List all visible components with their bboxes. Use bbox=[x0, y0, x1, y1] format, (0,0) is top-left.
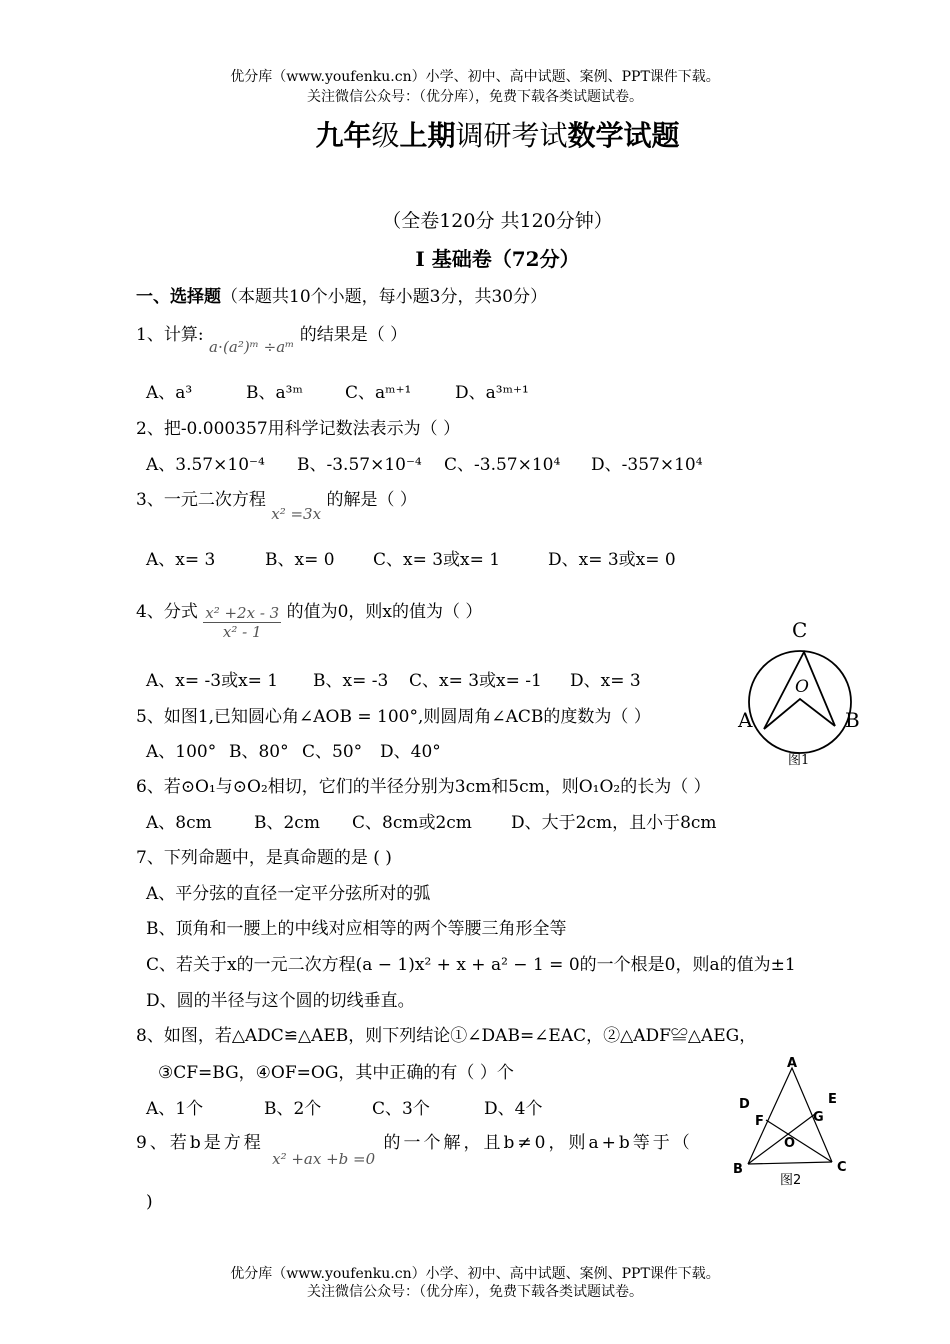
section-heading: Ⅰ 基础卷（72分） bbox=[415, 247, 580, 271]
question-8: 8、如图，若△ADC≌△AEB，则下列结论①∠DAB=∠EAC，②△ADF≌△AEG， bbox=[136, 1026, 757, 1046]
page-title bbox=[0, 114, 950, 154]
question-6: 6、若⊙O₁与⊙O₂相切，它们的半径分别为3cm和5cm，则O₁O₂的长为（ ） bbox=[136, 777, 711, 797]
footer-line-2: 关注微信公众号：（优分库），免费下载各类试题试卷。 bbox=[307, 1284, 643, 1300]
question-2: 2、把-0.000357用科学记数法表示为（ ） bbox=[136, 419, 461, 439]
q6-option-d: D、大于2cm，且小于8cm bbox=[511, 813, 717, 833]
q5-option-c: C、50° bbox=[302, 742, 363, 762]
figure-2 bbox=[730, 1060, 860, 1170]
fig1-label-b: B bbox=[845, 708, 860, 732]
exam-info: （全卷120分 共120分钟） bbox=[382, 210, 613, 232]
q4-option-b: B、x= -3 bbox=[313, 671, 389, 691]
q4-fraction bbox=[203, 604, 281, 641]
q4-option-c: C、x= 3或x= -1 bbox=[409, 671, 542, 691]
question-3 bbox=[136, 485, 417, 523]
header-line-2: 关注微信公众号：（优分库），免费下载各类试题试卷。 bbox=[307, 89, 643, 105]
q4-numerator: x² +2x - 3 bbox=[205, 604, 280, 622]
base-bc bbox=[748, 1162, 832, 1164]
q4-denominator: x² - 1 bbox=[222, 623, 262, 641]
q3-option-d: D、x= 3或x= 0 bbox=[548, 550, 676, 570]
fig1-label-a: A bbox=[738, 708, 753, 732]
q8-option-b: B、2个 bbox=[264, 1099, 322, 1119]
q7-option-c: C、若关于x的一元二次方程(a − 1)x² + x + a² − 1 = 0的一个根是0，则a的值为±1 bbox=[146, 955, 796, 975]
q9-close: ) bbox=[146, 1192, 153, 1212]
q1-option-a: A、a³ bbox=[146, 383, 193, 403]
q4-tail: 的值为0，则x的值为（ ） bbox=[286, 602, 483, 622]
q8-option-c: C、3个 bbox=[372, 1099, 430, 1119]
q2-option-c: C、-3.57×10⁴ bbox=[444, 455, 561, 475]
title-part: 级 bbox=[371, 119, 400, 152]
q2-option-b: B、-3.57×10⁻⁴ bbox=[297, 455, 422, 475]
title-part: 数学试题 bbox=[567, 119, 680, 152]
fig2-caption: 图2 bbox=[780, 1173, 802, 1188]
footer-line-1: 优分库（www.youfenku.cn）小学、初中、高中试题、案例、PPT课件下载。 bbox=[230, 1266, 720, 1282]
fig2-label-b: B bbox=[733, 1162, 743, 1177]
fig2-label-a: A bbox=[787, 1056, 798, 1071]
q7-option-b: B、顶角和一腰上的中线对应相等的两个等腰三角形全等 bbox=[146, 919, 567, 939]
q8-option-d: D、4个 bbox=[484, 1099, 543, 1119]
question-7: 7、下列命题中，是真命题的是 ( ) bbox=[136, 848, 392, 868]
q9-formula: x² +ax +b =0 bbox=[272, 1150, 376, 1168]
q1-option-b: B、a³ᵐ bbox=[246, 383, 303, 403]
q7-option-d: D、圆的半径与这个圆的切线垂直。 bbox=[146, 991, 415, 1011]
q2-option-a: A、3.57×10⁻⁴ bbox=[146, 455, 265, 475]
q1-stem: 1、计算: bbox=[136, 325, 204, 345]
q3-option-b: B、x= 0 bbox=[265, 550, 335, 570]
q2-option-d: D、-357×10⁴ bbox=[591, 455, 703, 475]
q8-option-a: A、1个 bbox=[146, 1099, 204, 1119]
fig2-label-g: G bbox=[813, 1110, 824, 1125]
fig1-caption: 图1 bbox=[788, 753, 810, 768]
fig1-label-c: C bbox=[792, 618, 808, 642]
q3-stem: 3、一元二次方程 bbox=[136, 490, 266, 510]
q5-option-d: D、40° bbox=[380, 742, 441, 762]
q7-option-a: A、平分弦的直径一定平分弦所对的弧 bbox=[146, 884, 431, 904]
q4-option-d: D、x= 3 bbox=[570, 671, 641, 691]
q4-option-a: A、x= -3或x= 1 bbox=[146, 671, 279, 691]
q3-formula: x² =3x bbox=[271, 505, 322, 523]
fig2-label-c: C bbox=[837, 1160, 847, 1175]
q6-option-c: C、8cm或2cm bbox=[352, 813, 472, 833]
title-part: 调研考试 bbox=[455, 119, 568, 152]
central-angle bbox=[764, 699, 835, 729]
q1-option-c: C、aᵐ⁺¹ bbox=[345, 383, 412, 403]
q9-tail: 的一个解，且b≠0，则a+b等于（ bbox=[383, 1133, 693, 1153]
q9-stem: 9、若b是方程 bbox=[136, 1133, 264, 1153]
q3-option-a: A、x= 3 bbox=[146, 550, 216, 570]
q1-tail: 的结果是（ ） bbox=[299, 325, 408, 345]
fig2-label-o: O bbox=[784, 1136, 796, 1151]
header-line-1: 优分库（www.youfenku.cn）小学、初中、高中试题、案例、PPT课件下载。 bbox=[230, 69, 720, 85]
q1-formula: a⋅(a²)ᵐ ÷aᵐ bbox=[208, 338, 295, 356]
q1-option-d: D、a³ᵐ⁺¹ bbox=[455, 383, 529, 403]
fig2-label-d: D bbox=[739, 1097, 750, 1112]
question-8-line2: ③CF=BG，④OF=OG，其中正确的有（ ）个 bbox=[158, 1063, 514, 1083]
part1-heading bbox=[136, 282, 547, 307]
fig2-label-f: F bbox=[755, 1114, 764, 1129]
fig2-label-e: E bbox=[828, 1092, 837, 1107]
q4-stem: 4、分式 bbox=[136, 602, 198, 622]
q6-option-a: A、8cm bbox=[146, 813, 212, 833]
title-part: 上期 bbox=[399, 119, 456, 152]
part1-title: 一、选择题 bbox=[136, 287, 221, 307]
q6-option-b: B、2cm bbox=[254, 813, 320, 833]
question-4 bbox=[136, 594, 483, 641]
part1-note: （本题共10个小题，每小题3分，共30分） bbox=[221, 287, 548, 307]
circle-shape bbox=[749, 651, 851, 753]
fig1-label-o: O bbox=[795, 677, 809, 697]
question-1 bbox=[136, 320, 408, 356]
title-part: 九年 bbox=[315, 119, 372, 152]
question-5: 5、如图1,已知圆心角∠AOB = 100°,则圆周角∠ACB的度数为（ ） bbox=[136, 707, 651, 727]
q3-option-c: C、x= 3或x= 1 bbox=[373, 550, 501, 570]
q5-option-b: B、80° bbox=[229, 742, 289, 762]
q3-tail: 的解是（ ） bbox=[326, 490, 417, 510]
q5-option-a: A、100° bbox=[146, 742, 217, 762]
question-9 bbox=[136, 1128, 693, 1168]
